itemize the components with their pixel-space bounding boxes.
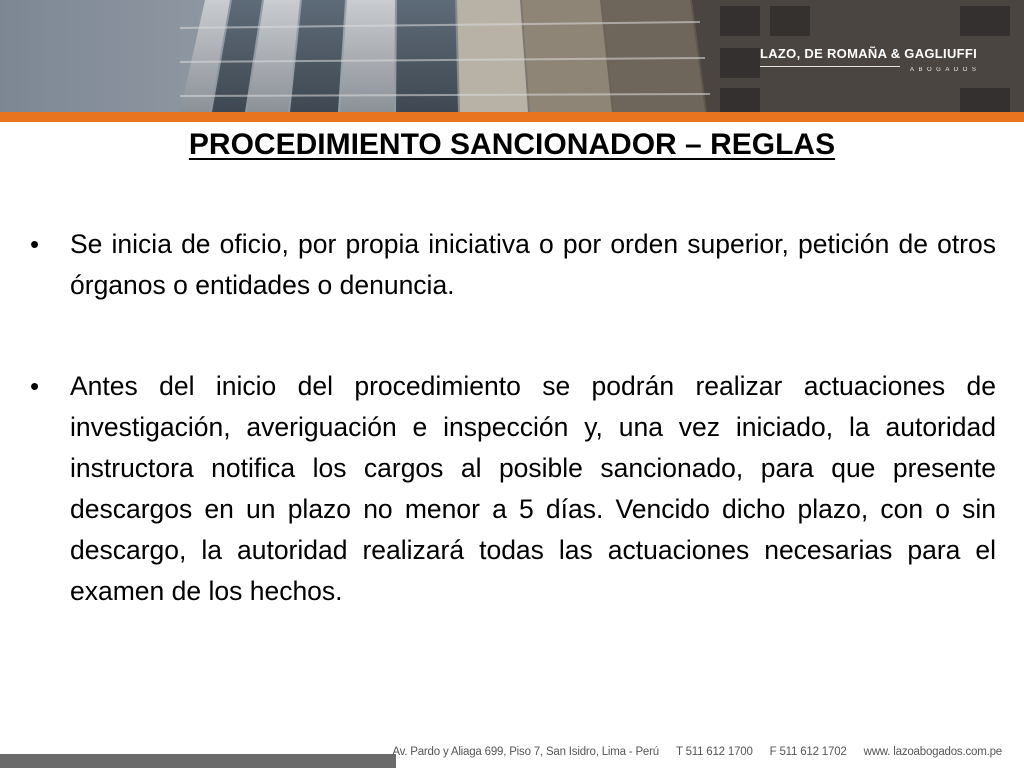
footer-bar [0, 754, 396, 768]
footer-fax: F 511 612 1702 [769, 746, 847, 758]
bullet-text: Se inicia de oficio, por propia iniciativa o por orden superior, petición de otros órganos o entidades o denuncia. [70, 229, 996, 300]
footer-contact [392, 746, 1002, 758]
footer-address: Av. Pardo y Aliaga 699, Piso 7, San Isidro, Lima - Perú [392, 746, 659, 758]
slide-title: PROCEDIMIENTO SANCIONADOR – REGLAS [188, 128, 836, 161]
header-accent-rule [0, 112, 1024, 122]
bullet-marker: • [30, 229, 40, 259]
firm-subtitle: ABOGADOS [910, 67, 981, 73]
bullet-text: Antes del inicio del procedimiento se podrán realizar actuaciones de investigación, averiguación e inspección y, una vez iniciado, la autoridad instructora notifica los cargos al posible sancionado, para que presente descargos en un plazo no menor a 5 días. Vencido dicho plazo, con o sin descargo, la autoridad realizará todas las actuaciones necesarias para el examen de los hechos. [70, 371, 996, 606]
firm-name: LAZO, DE ROMAÑA & GAGLIUFFI [760, 46, 978, 61]
bullet-item [30, 366, 996, 612]
bullet-marker: • [30, 371, 40, 401]
header-banner [0, 0, 1024, 112]
firm-logo [760, 46, 1000, 73]
footer-phone: T 511 612 1700 [675, 746, 753, 758]
footer-website: www. lazoabogados.com.pe [863, 746, 1002, 758]
bullet-list [30, 224, 996, 612]
bullet-item [30, 224, 996, 306]
